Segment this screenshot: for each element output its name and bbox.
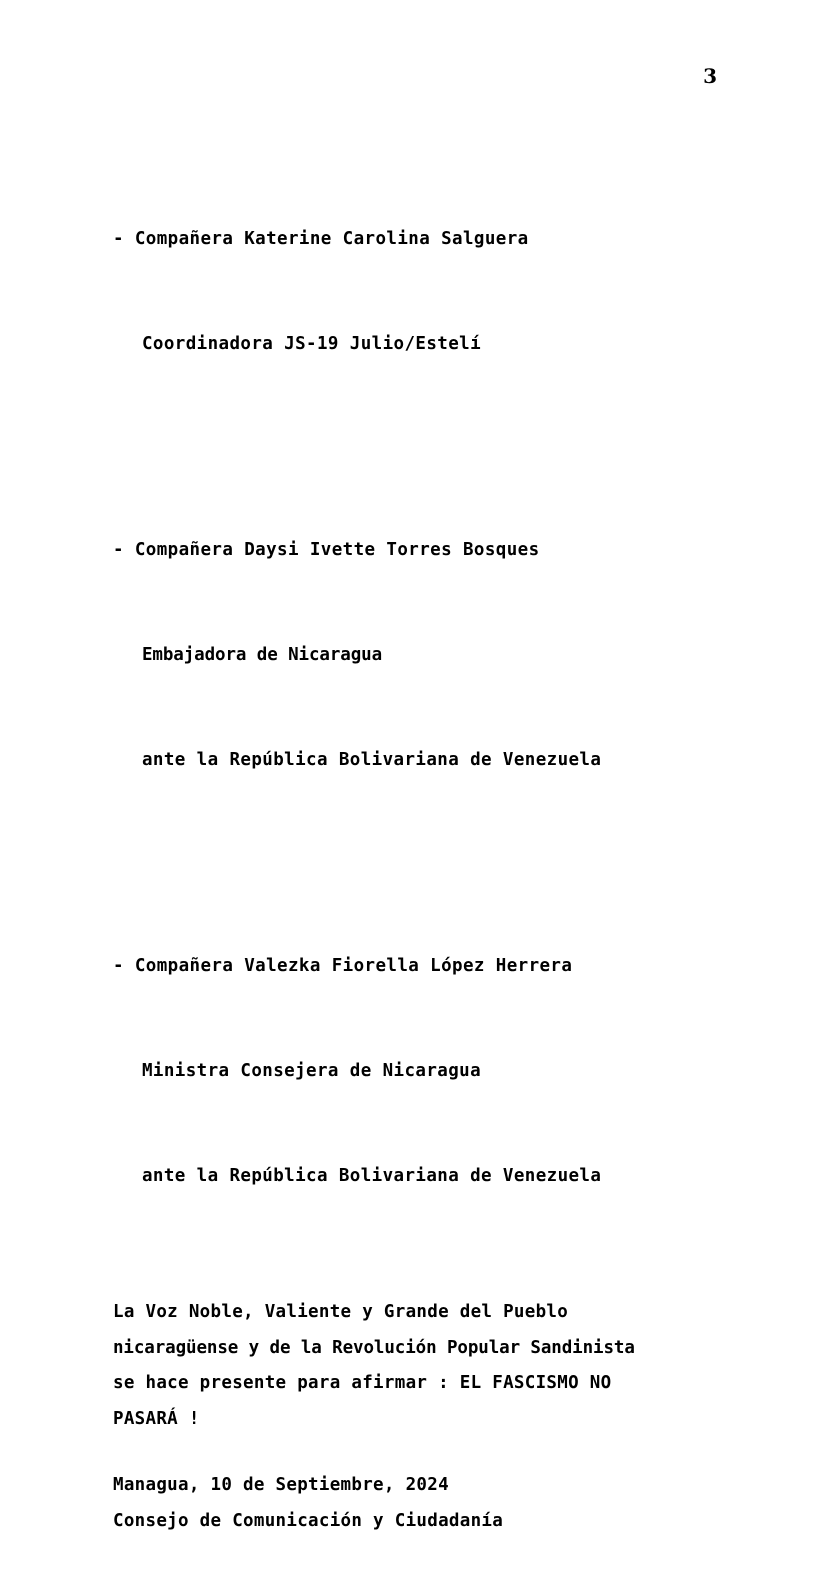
- list-item: [113, 152, 733, 432]
- closing-paragraph: [113, 1295, 733, 1437]
- document-body: [113, 152, 733, 1570]
- paragraph-line: nicaragüense y de la Revolución Popular Sandinista: [113, 1337, 635, 1358]
- entry-detail: ante la República Bolivariana de Venezuela: [142, 1166, 602, 1186]
- entry-detail: Coordinadora JS-19 Julio/Estelí: [142, 334, 482, 354]
- page-number: 3: [703, 64, 717, 88]
- entry-name: - Compañera Katerine Carolina Salguera: [113, 229, 529, 249]
- signature-line: Consejo de Comunicación y Ciudadanía: [113, 1510, 504, 1531]
- entry-name: - Compañera Daysi Ivette Torres Bosques: [113, 540, 540, 560]
- paragraph-line: PASARÁ !: [113, 1408, 200, 1429]
- entry-name: - Compañera Valezka Fiorella López Herrera: [113, 956, 573, 976]
- paragraph-line: se hace presente para afirmar : EL FASCISMO NO: [113, 1373, 612, 1393]
- entry-detail: Embajadora de Nicaragua: [142, 645, 383, 665]
- list-item: [113, 879, 733, 1264]
- entry-detail: Ministra Consejera de Nicaragua: [142, 1061, 482, 1081]
- signature-block: [113, 1468, 733, 1539]
- signature-line: Managua, 10 de Septiembre, 2024: [113, 1475, 449, 1495]
- entry-detail: ante la República Bolivariana de Venezuela: [142, 750, 602, 770]
- list-item: [113, 463, 733, 848]
- paragraph-line: La Voz Noble, Valiente y Grande del Pueblo: [113, 1302, 569, 1322]
